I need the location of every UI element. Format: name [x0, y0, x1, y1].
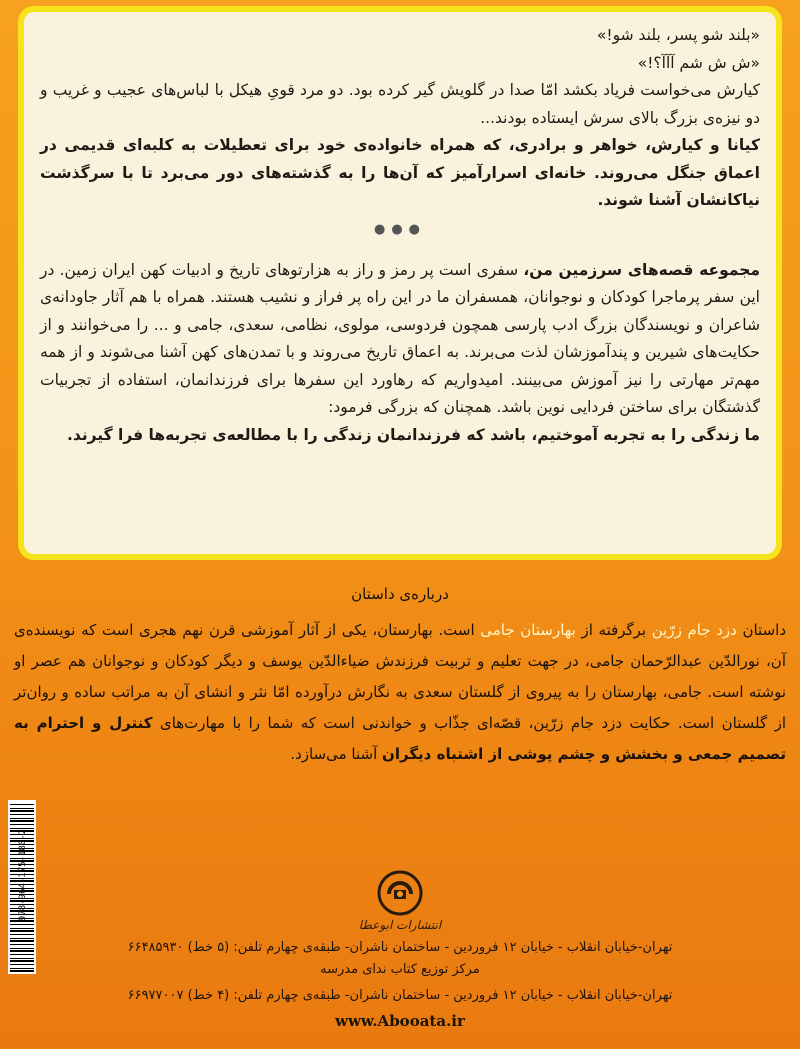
series-title: مجموعه قصه‌های سرزمین من، [523, 260, 760, 279]
publisher-address: تهران-خیابان انقلاب - خیابان ۱۲ فروردین - ساختمان ناشران- طبقه‌ی چهارم تلفن: (۵ خط) ۶۶۴۸۵۹۳۰ [127, 940, 673, 955]
summary-paragraph: کیانا و کیارش، خواهر و برادری، که همراه خانواده‌ی خود برای تعطیلات به کلبه‌ای قدیمی در اعماق جنگل می‌روند. خانه‌ای اسرارآمیز که آن‌ها را به گذشته‌های دور می‌برد تا با سرگذشت نیاکانشان آشنا شوند. [40, 136, 760, 209]
separator-stars: ●●● [373, 221, 427, 237]
about-text: برگرفته از [575, 621, 652, 639]
dialogue-line-1: «بلند شو پسر، بلند شو!» [596, 26, 760, 44]
closing-quote: ما زندگی را به تجربه آموختیم، باشد که فرزندانمان زندگی را با مطالعه‌ی تجربه‌ها فرا گیرند. [67, 425, 760, 444]
story-title-highlight: دزد جام زرّین [651, 621, 737, 639]
publisher-name: انتشارات ابوعطا [358, 918, 442, 932]
source-title-highlight: بهارستان جامی [480, 621, 576, 639]
skills-bold: کنترل و احترام به تصمیم جمعی و بخشش و چشم پوشی از اشتباه دیگران [14, 714, 786, 763]
website-link[interactable]: www.Abooata.ir [335, 1012, 465, 1030]
about-paragraph [14, 615, 786, 770]
teaser-paragraph: کیارش می‌خواست فریاد بکشد امّا صدا در گلویش گیر کرده بود. دو مرد قویِ هیکل با لباس‌های عجیب و غریب و دو نیزه‌ی بزرگ بالای سرش ایستاده بودند... [40, 81, 760, 127]
dialogue-line-2: «ش ش شم آآآ؟!» [637, 53, 760, 72]
distribution-address: تهران-خیابان انقلاب - خیابان ۱۲ فروردین - ساختمان ناشران- طبقه‌ی چهارم تلفن: (۴ خط) ۶۶۹۷۷۰۰۷ [127, 988, 673, 1003]
isbn-number: 978-964-175-180-2 [18, 828, 28, 922]
publisher-logo-icon [377, 870, 423, 916]
about-text: آشنا می‌سازد. [290, 745, 383, 763]
about-heading: درباره‌ی داستان [351, 585, 449, 603]
series-paragraph [40, 257, 760, 422]
story-panel [18, 6, 782, 560]
series-description: سفری است پر رمز و راز به هزارتوهای تاریخ و ادبیات کهن ایران زمین. در این سفر پرماجرا کودکان و نوجوانان، همسفران ما در این راه پر فراز و نشیب هستند. همراه با هم آثار جاودانه‌ی شاعران و نویسندگان بزرگ ادب پارسی همچون فردوسی، مولوی، نظامی، سعدی، جامی و ... را می‌خوانند و از حکایت‌های شیرین و پندآموزشان لذت می‌برند. به اعماق تاریخ می‌روند و با تمدن‌های کهن آشنا می‌شوند و از همه مهم‌تر مهارتی را نیز آموزش می‌بینند. امیدواریم که رهاورد این سفرها برای فرزندانمان، استفاده از تجربیات گذشتگان برای ساختن فردایی نوین باشد. همچنان که بزرگی فرمود: [40, 260, 760, 416]
about-text: داستان [736, 621, 786, 639]
about-story-section [14, 585, 786, 770]
about-text: است. بهارستان، یکی از آثار آموزشی قرن نهم هجری است که نویسنده‌ی آن، نورالدّین عبدالرّحمان جامی، در جهت تعلیم و تربیت فرزندش ضیاءالدّین یوسف و دیگر کودکان و نوجوانان هم عصر او نوشته است. جامی، بهارستان را به پیروی از گلستان سعدی به نگارش درآورده امّا نثر و انشای آن به مراتب ساده و روان‌تر از گلستان است. حکایت دزد جام زرّین، قصّه‌ای جذّاب و خواندنی است که شما را با مهارت‌های [14, 621, 786, 732]
distribution-center-title: مرکز توزیع کتاب ندای مدرسه [320, 962, 480, 977]
